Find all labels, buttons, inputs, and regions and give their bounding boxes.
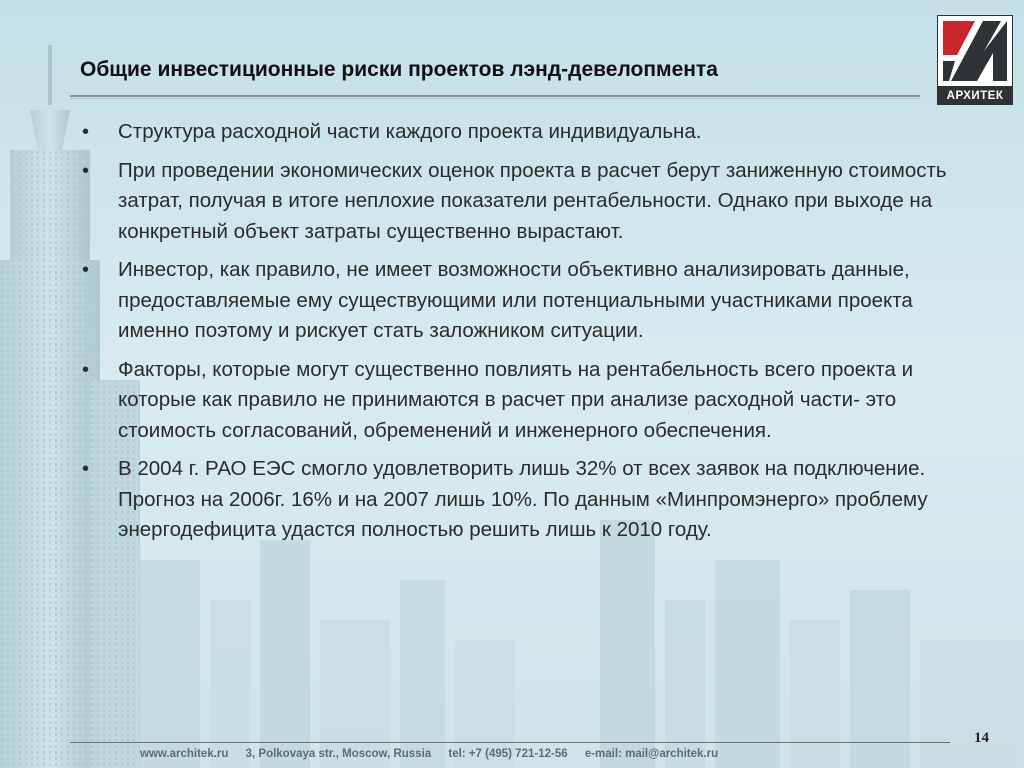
bullet-icon: • bbox=[82, 259, 90, 281]
bullet-list bbox=[78, 117, 958, 554]
bullet-text: Структура расходной части каждого проекта индивидуальна. bbox=[118, 120, 702, 143]
architek-logo-icon bbox=[937, 15, 1013, 87]
company-logo bbox=[937, 15, 1013, 105]
slide-title: Общие инвестиционные риски проектов лэнд-девелопмента bbox=[80, 58, 718, 81]
footer-divider bbox=[70, 742, 950, 743]
footer-contacts bbox=[140, 748, 900, 760]
footer-phone: tel: +7 (495) 721-12-56 bbox=[448, 748, 568, 760]
footer-address: 3, Polkovaya str., Moscow, Russia bbox=[245, 748, 432, 760]
footer-email[interactable]: e-mail: mail@architek.ru bbox=[584, 748, 719, 760]
list-item bbox=[78, 255, 958, 347]
bullet-text: При проведении экономических оценок проекта в расчет берут заниженную стоимость затрат, получая в итоге неплохие показатели рентабельности. Однако при выходе на конкретный объект затраты существенно вырастают. bbox=[118, 158, 947, 243]
footer-website[interactable]: www.architek.ru bbox=[140, 748, 229, 760]
page-number: 14 bbox=[974, 730, 989, 746]
bullet-text: Инвестор, как правило, не имеет возможности объективно анализировать данные, предоставляемые ему существующими или потенциальными участниками проекта именно поэтому и рискует стать заложником ситуации. bbox=[118, 258, 913, 342]
list-item bbox=[78, 117, 958, 148]
bullet-icon: • bbox=[82, 458, 90, 480]
list-item bbox=[78, 156, 958, 248]
bullet-icon: • bbox=[82, 358, 90, 381]
bullet-icon: • bbox=[82, 121, 90, 143]
list-item bbox=[78, 355, 958, 447]
bullet-text: В 2004 г. РАО ЕЭС смогло удовлетворить лишь 32% от всех заявок на подключение. Прогноз на 2006г. 16% и на 2007 лишь 10%. По данным «Минпромэнерго» проблему энергодефицита удастся полностью решить лишь к 2010 году. bbox=[118, 457, 928, 541]
bullet-icon: • bbox=[82, 159, 90, 182]
bullet-text: Факторы, которые могут существенно повлиять на рентабельность всего проекта и которые как правило не принимаются в расчет при анализе расходной части- это стоимость согласований, обременений и инженерного обеспечения. bbox=[118, 357, 914, 442]
logo-text: АРХИТЕК bbox=[937, 87, 1013, 105]
list-item bbox=[78, 454, 958, 546]
title-divider bbox=[70, 95, 920, 100]
